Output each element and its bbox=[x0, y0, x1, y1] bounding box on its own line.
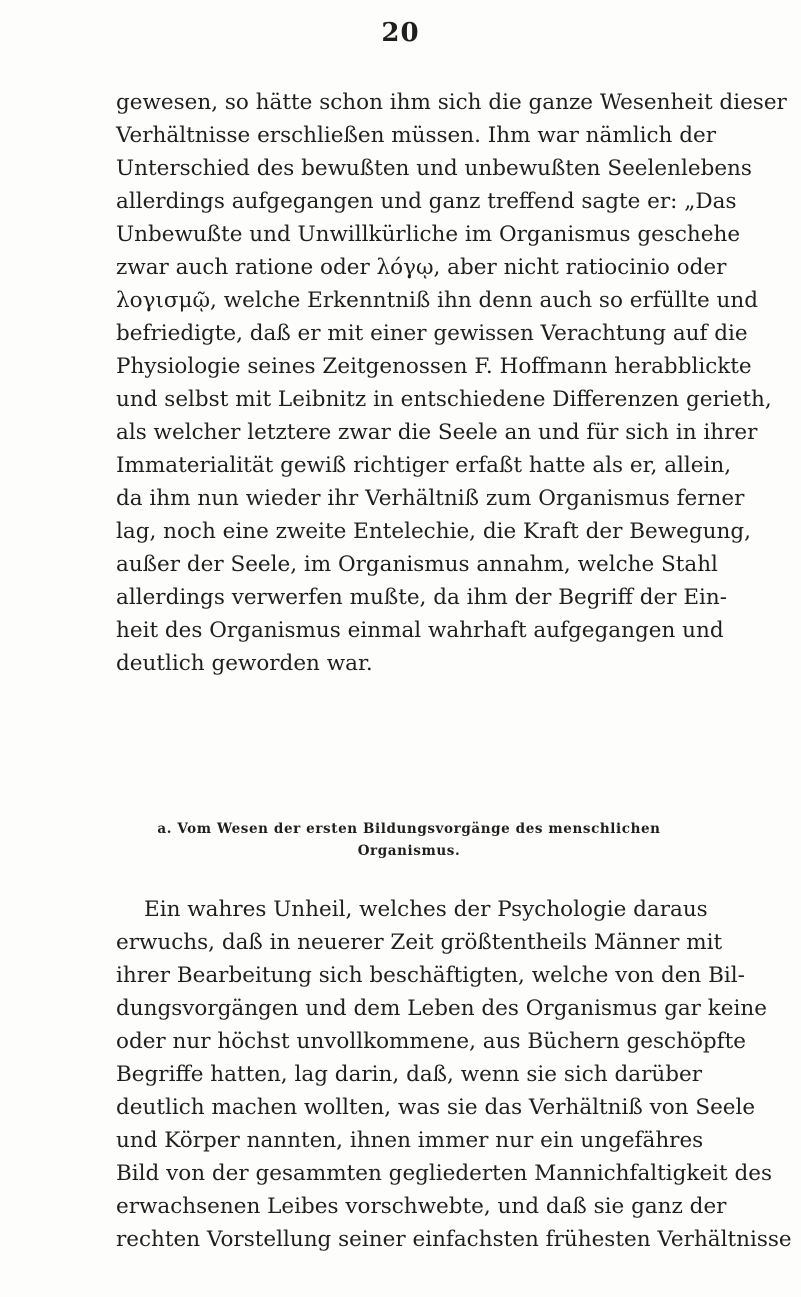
section-heading-line: Organismus. bbox=[357, 843, 461, 859]
section-heading bbox=[116, 818, 702, 862]
text-line: gewesen, so hätte schon ihm sich die ganze Wesenheit dieser bbox=[116, 90, 787, 115]
text-line: allerdings aufgegangen und ganz treffend sagte er: „Das bbox=[116, 189, 737, 214]
text-line: λογισμῷ, welche Erkenntniß ihn denn auch so erfüllte und bbox=[116, 288, 758, 313]
text-line: heit des Organismus einmal wahrhaft aufgegangen und bbox=[116, 618, 724, 643]
text-line: Unterschied des bewußten und unbewußten Seelenlebens bbox=[116, 156, 752, 181]
text-line: und Körper nannten, ihnen immer nur ein ungefähres bbox=[116, 1128, 704, 1153]
page-number: 20 bbox=[381, 18, 420, 48]
text-line: Begriffe hatten, lag darin, daß, wenn sie sich darüber bbox=[116, 1062, 702, 1087]
text-line: Bild von der gesammten gegliederten Mannichfaltigkeit des bbox=[116, 1161, 773, 1186]
text-line: da ihm nun wieder ihr Verhältniß zum Organismus ferner bbox=[116, 486, 745, 511]
paragraph-1 bbox=[116, 86, 787, 680]
text-line: und selbst mit Leibnitz in entschiedene Differenzen gerieth, bbox=[116, 387, 772, 412]
text-line: allerdings verwerfen mußte, da ihm der Begriff der Ein- bbox=[116, 585, 728, 610]
section-heading-line: a. Vom Wesen der ersten Bildungsvorgänge des menschlichen bbox=[157, 821, 661, 837]
text-line: Physiologie seines Zeitgenossen F. Hoffmann herabblickte bbox=[116, 354, 752, 379]
text-line: Verhältnisse erschließen müssen. Ihm war nämlich der bbox=[116, 123, 716, 148]
text-line: erwuchs, daß in neuerer Zeit größtentheils Männer mit bbox=[116, 930, 723, 955]
text-line: außer der Seele, im Organismus annahm, welche Stahl bbox=[116, 552, 718, 577]
text-line: Immaterialität gewiß richtiger erfaßt hatte als er, allein, bbox=[116, 453, 732, 478]
text-line: erwachsenen Leibes vorschwebte, und daß sie ganz der bbox=[116, 1194, 727, 1219]
paragraph-2 bbox=[116, 893, 792, 1256]
text-line: Ein wahres Unheil, welches der Psychologie daraus bbox=[144, 897, 708, 922]
text-line: dungsvorgängen und dem Leben des Organismus gar keine bbox=[116, 996, 767, 1021]
text-line: lag, noch eine zweite Entelechie, die Kraft der Bewegung, bbox=[116, 519, 751, 544]
text-line: ihrer Bearbeitung sich beschäftigten, welche von den Bil- bbox=[116, 963, 745, 988]
text-line: rechten Vorstellung seiner einfachsten frühesten Verhältnisse bbox=[116, 1227, 792, 1252]
text-line: befriedigte, daß er mit einer gewissen Verachtung auf die bbox=[116, 321, 748, 346]
text-line: oder nur höchst unvollkommene, aus Büchern geschöpfte bbox=[116, 1029, 746, 1054]
text-line: als welcher letztere zwar die Seele an und für sich in ihrer bbox=[116, 420, 758, 445]
text-line: deutlich machen wollten, was sie das Verhältniß von Seele bbox=[116, 1095, 756, 1120]
text-line: deutlich geworden war. bbox=[116, 651, 373, 676]
text-line: zwar auch ratione oder λόγῳ, aber nicht ratiocinio oder bbox=[116, 255, 727, 280]
text-line: Unbewußte und Unwillkürliche im Organismus geschehe bbox=[116, 222, 741, 247]
